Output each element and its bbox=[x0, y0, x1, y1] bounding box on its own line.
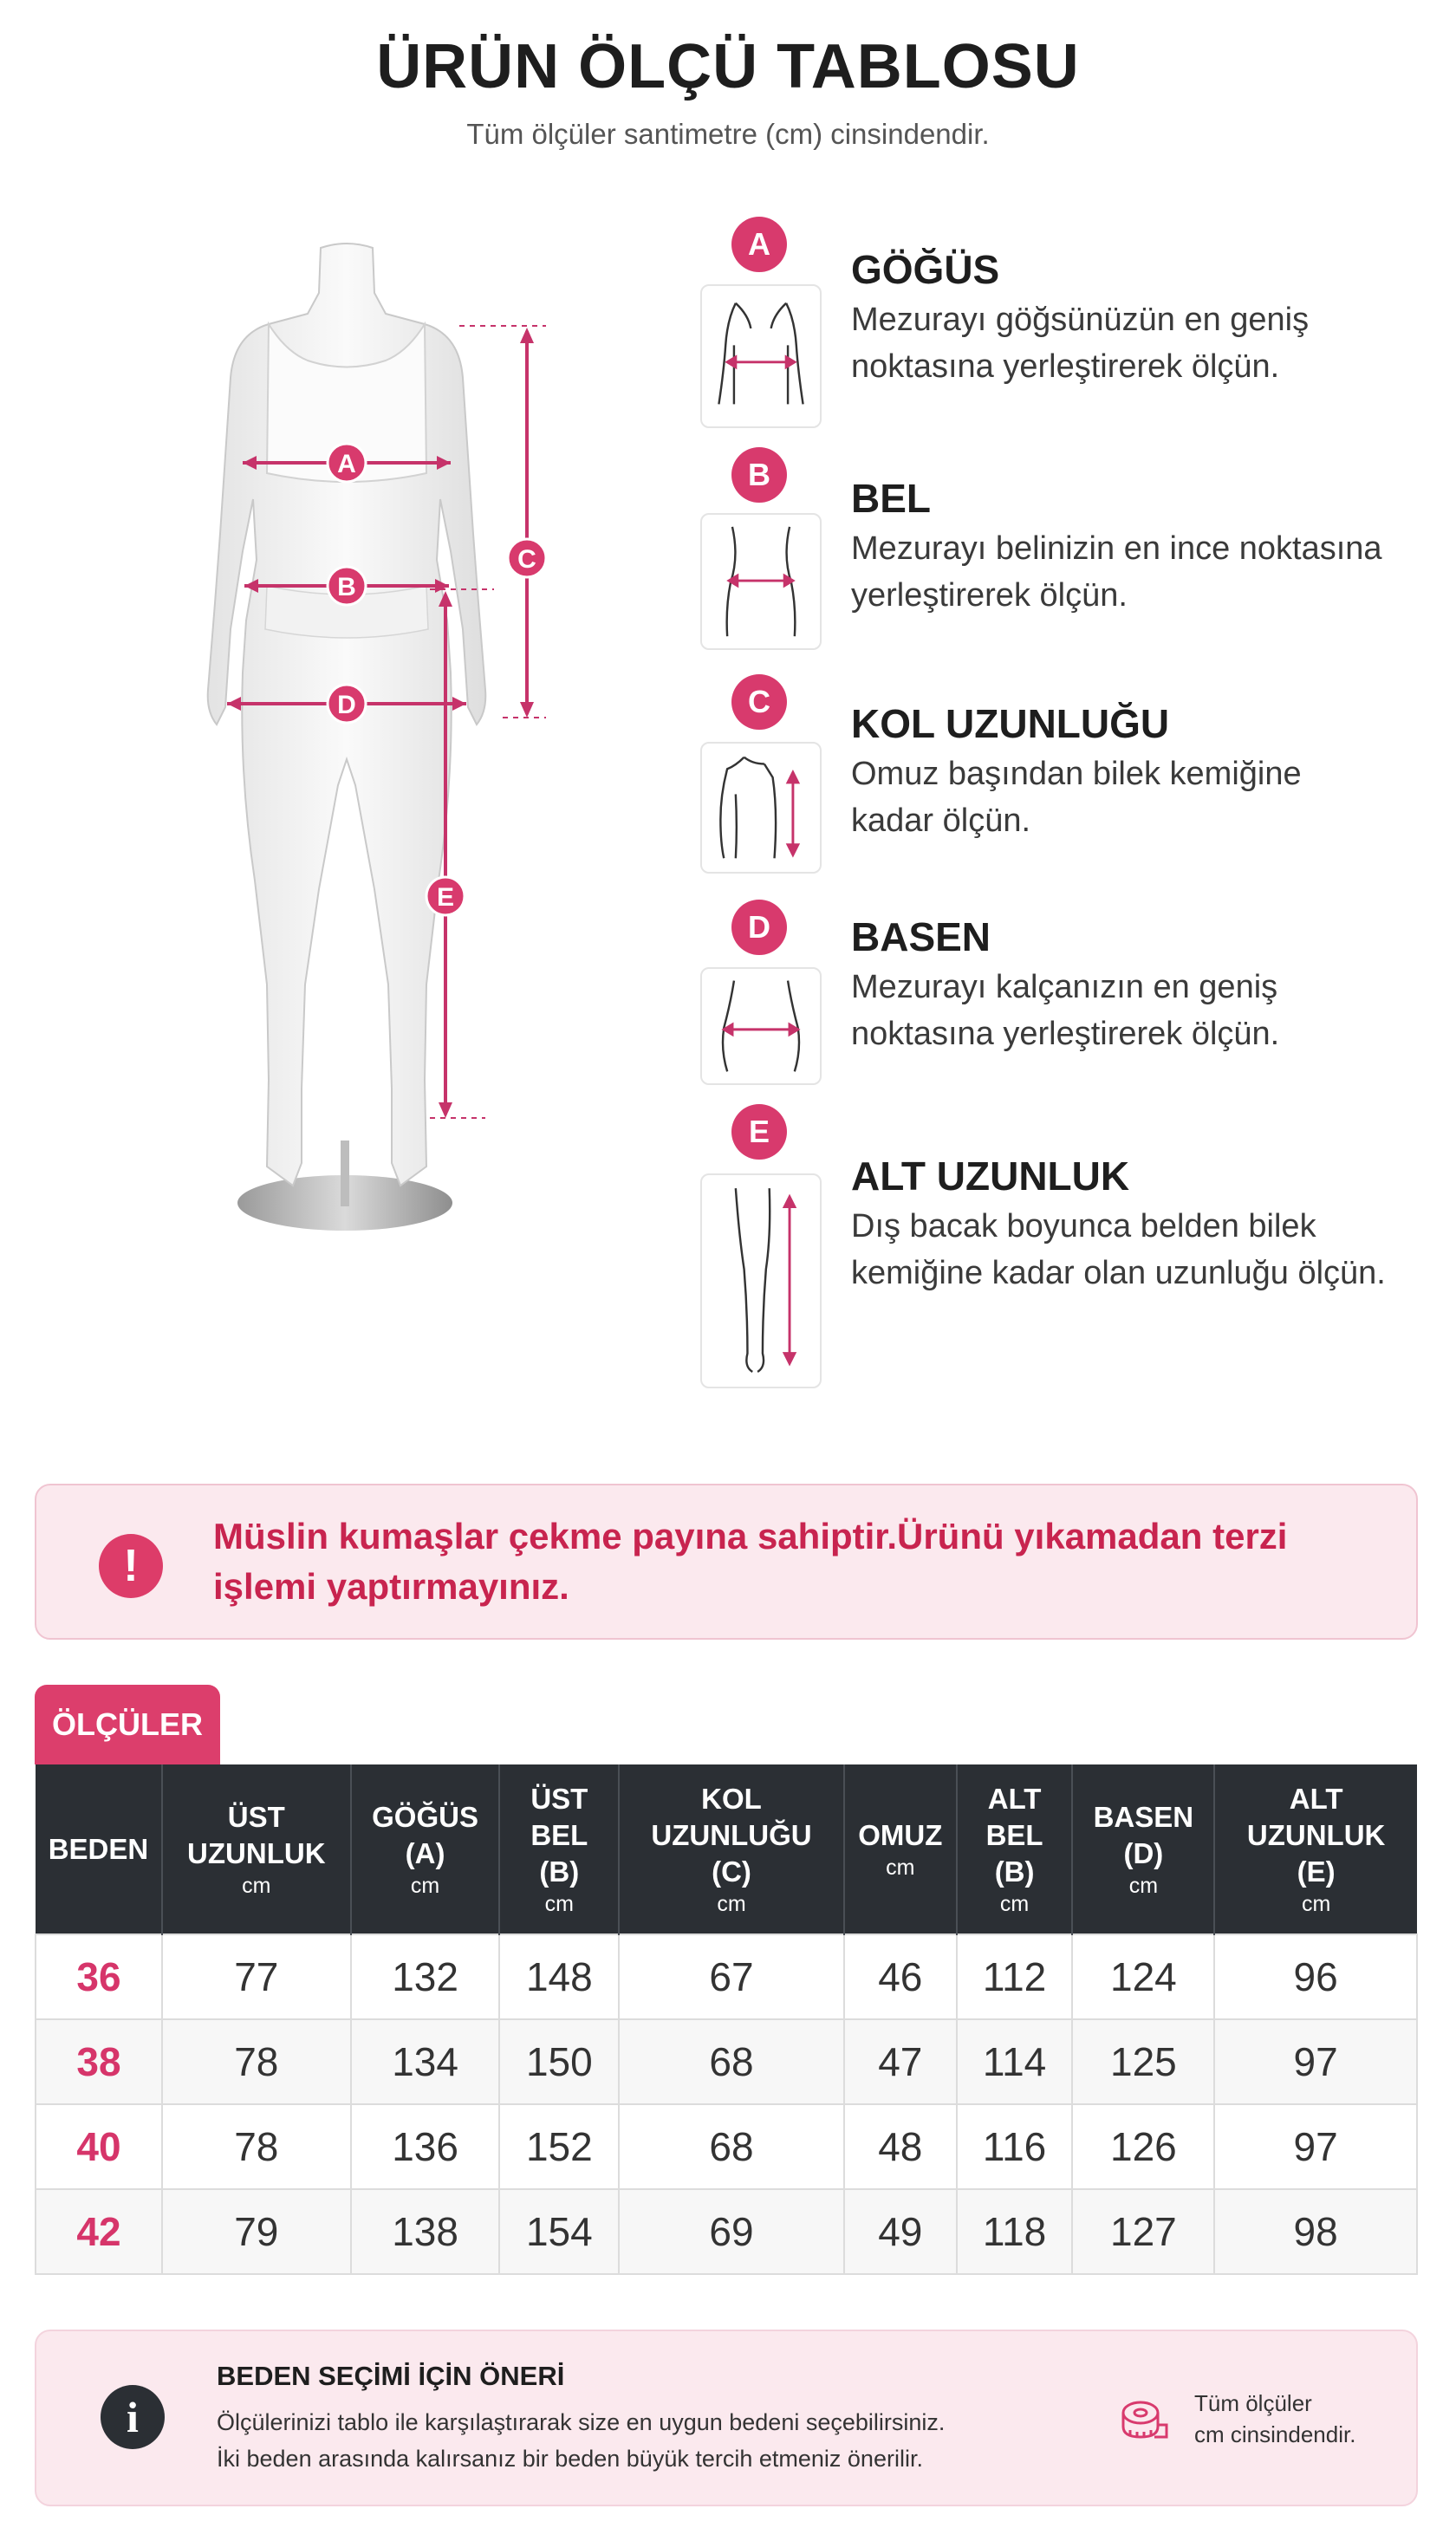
table-cell: 118 bbox=[957, 2189, 1073, 2274]
size-cell: 42 bbox=[36, 2189, 162, 2274]
table-tab-label: ÖLÇÜLER bbox=[35, 1685, 220, 1764]
column-header: ALT BEL (B) cm bbox=[957, 1764, 1073, 1934]
chest-measure-icon bbox=[700, 284, 822, 428]
marker-e-label: E bbox=[436, 883, 455, 912]
step-desc-line2: noktasına yerleştirerek ölçün. bbox=[851, 348, 1280, 385]
table-cell: 77 bbox=[162, 1934, 351, 2019]
table-cell: 98 bbox=[1214, 2189, 1417, 2274]
table-cell: 49 bbox=[844, 2189, 957, 2274]
hip-measure-icon bbox=[700, 967, 822, 1085]
table-cell: 116 bbox=[957, 2104, 1073, 2189]
mannequin-figure bbox=[95, 222, 598, 1262]
table-cell: 132 bbox=[351, 1934, 500, 2019]
leg-length-icon bbox=[700, 1173, 822, 1388]
step-desc-line2: noktasına yerleştirerek ölçün. bbox=[851, 1016, 1280, 1052]
step-desc-line2: kemiğine kadar olan uzunluğu ölçün. bbox=[851, 1255, 1386, 1291]
table-cell: 68 bbox=[619, 2019, 844, 2104]
column-header: ALT UZUNLUK (E) cm bbox=[1214, 1764, 1417, 1934]
marker-c-label: C bbox=[517, 545, 536, 574]
table-cell: 114 bbox=[957, 2019, 1073, 2104]
size-tip-box bbox=[35, 2330, 1418, 2506]
column-header: ÜST BEL (B) cm bbox=[499, 1764, 619, 1934]
column-header: ÜST UZUNLUK cm bbox=[162, 1764, 351, 1934]
warning-box bbox=[35, 1484, 1418, 1640]
measuring-tape-icon bbox=[1120, 2395, 1168, 2444]
marker-e bbox=[426, 877, 465, 915]
table-header-row bbox=[36, 1764, 1417, 1934]
marker-a bbox=[328, 444, 366, 482]
size-table bbox=[35, 1764, 1418, 2275]
marker-d bbox=[328, 685, 366, 723]
table-cell: 127 bbox=[1072, 2189, 1214, 2274]
tip-line2: İki beden arasında kalırsanız bir beden büyük tercih etmeniz önerilir. bbox=[217, 2446, 923, 2472]
table-cell: 97 bbox=[1214, 2019, 1417, 2104]
table-cell: 68 bbox=[619, 2104, 844, 2189]
table-cell: 46 bbox=[844, 1934, 957, 2019]
table-cell: 148 bbox=[499, 1934, 619, 2019]
tip-note-line2: cm cinsindendir. bbox=[1194, 2421, 1356, 2447]
step-title: BASEN bbox=[851, 914, 991, 959]
page-title: ÜRÜN ÖLÇÜ TABLOSU bbox=[376, 32, 1080, 101]
table-cell: 67 bbox=[619, 1934, 844, 2019]
info-icon: i bbox=[101, 2385, 165, 2449]
marker-d-label: D bbox=[337, 691, 356, 719]
tip-note-line1: Tüm ölçüler bbox=[1194, 2390, 1312, 2416]
table-cell: 78 bbox=[162, 2019, 351, 2104]
size-cell: 36 bbox=[36, 1934, 162, 2019]
marker-a-label: A bbox=[337, 450, 356, 478]
step-desc-line1: Mezurayı kalçanızın en geniş bbox=[851, 969, 1278, 1005]
step-desc-line2: yerleştirerek ölçün. bbox=[851, 577, 1128, 614]
step-badge: A bbox=[731, 217, 787, 272]
table-row bbox=[36, 2104, 1417, 2189]
column-header: GÖĞÜS (A) cm bbox=[351, 1764, 500, 1934]
table-row bbox=[36, 2019, 1417, 2104]
marker-c bbox=[508, 539, 546, 577]
size-cell: 38 bbox=[36, 2019, 162, 2104]
table-cell: 97 bbox=[1214, 2104, 1417, 2189]
step-desc-line1: Dış bacak boyunca belden bilek bbox=[851, 1208, 1316, 1245]
table-cell: 78 bbox=[162, 2104, 351, 2189]
tip-title: BEDEN SEÇİMİ İÇİN ÖNERİ bbox=[217, 2361, 565, 2391]
table-cell: 69 bbox=[619, 2189, 844, 2274]
column-header: KOL UZUNLUĞU (C) cm bbox=[619, 1764, 844, 1934]
step-desc-line1: Mezurayı belinizin en ince noktasına bbox=[851, 530, 1382, 567]
step-title: KOL UZUNLUĞU bbox=[851, 701, 1170, 746]
step-badge: C bbox=[731, 674, 787, 730]
waist-measure-icon bbox=[700, 513, 822, 650]
size-cell: 40 bbox=[36, 2104, 162, 2189]
exclamation-icon: ! bbox=[99, 1534, 163, 1598]
tip-line1: Ölçülerinizi tablo ile karşılaştırarak size en uygun bedeni seçebilirsiniz. bbox=[217, 2409, 946, 2435]
column-header: BEDEN bbox=[36, 1764, 162, 1934]
table-cell: 112 bbox=[957, 1934, 1073, 2019]
table-cell: 124 bbox=[1072, 1934, 1214, 2019]
step-badge: B bbox=[731, 447, 787, 503]
table-cell: 136 bbox=[351, 2104, 500, 2189]
table-row bbox=[36, 2189, 1417, 2274]
table-cell: 47 bbox=[844, 2019, 957, 2104]
step-title: BEL bbox=[851, 476, 931, 521]
warning-text: Müslin kumaşlar çekme payına sahiptir.Ürünü yıkamadan terzi işlemi yaptırmayınız. bbox=[213, 1516, 1288, 1607]
table-cell: 126 bbox=[1072, 2104, 1214, 2189]
arm-length-icon bbox=[700, 742, 822, 874]
column-header: OMUZ cm bbox=[844, 1764, 957, 1934]
step-title: ALT UZUNLUK bbox=[851, 1154, 1130, 1199]
marker-b-label: B bbox=[337, 573, 356, 601]
table-row bbox=[36, 1934, 1417, 2019]
table-cell: 154 bbox=[499, 2189, 619, 2274]
step-desc-line2: kadar ölçün. bbox=[851, 803, 1031, 839]
table-cell: 79 bbox=[162, 2189, 351, 2274]
step-badge: D bbox=[731, 900, 787, 955]
table-cell: 150 bbox=[499, 2019, 619, 2104]
page-subtitle: Tüm ölçüler santimetre (cm) cinsindendir. bbox=[466, 118, 990, 150]
step-title: GÖĞÜS bbox=[851, 247, 1000, 292]
column-header: BASEN (D) cm bbox=[1072, 1764, 1214, 1934]
table-cell: 138 bbox=[351, 2189, 500, 2274]
table-cell: 96 bbox=[1214, 1934, 1417, 2019]
marker-b bbox=[328, 567, 366, 605]
step-desc-line1: Omuz başından bilek kemiğine bbox=[851, 756, 1302, 792]
step-badge: E bbox=[731, 1104, 787, 1160]
table-cell: 125 bbox=[1072, 2019, 1214, 2104]
table-cell: 152 bbox=[499, 2104, 619, 2189]
table-cell: 48 bbox=[844, 2104, 957, 2189]
table-cell: 134 bbox=[351, 2019, 500, 2104]
step-desc-line1: Mezurayı göğsünüzün en geniş bbox=[851, 302, 1310, 338]
